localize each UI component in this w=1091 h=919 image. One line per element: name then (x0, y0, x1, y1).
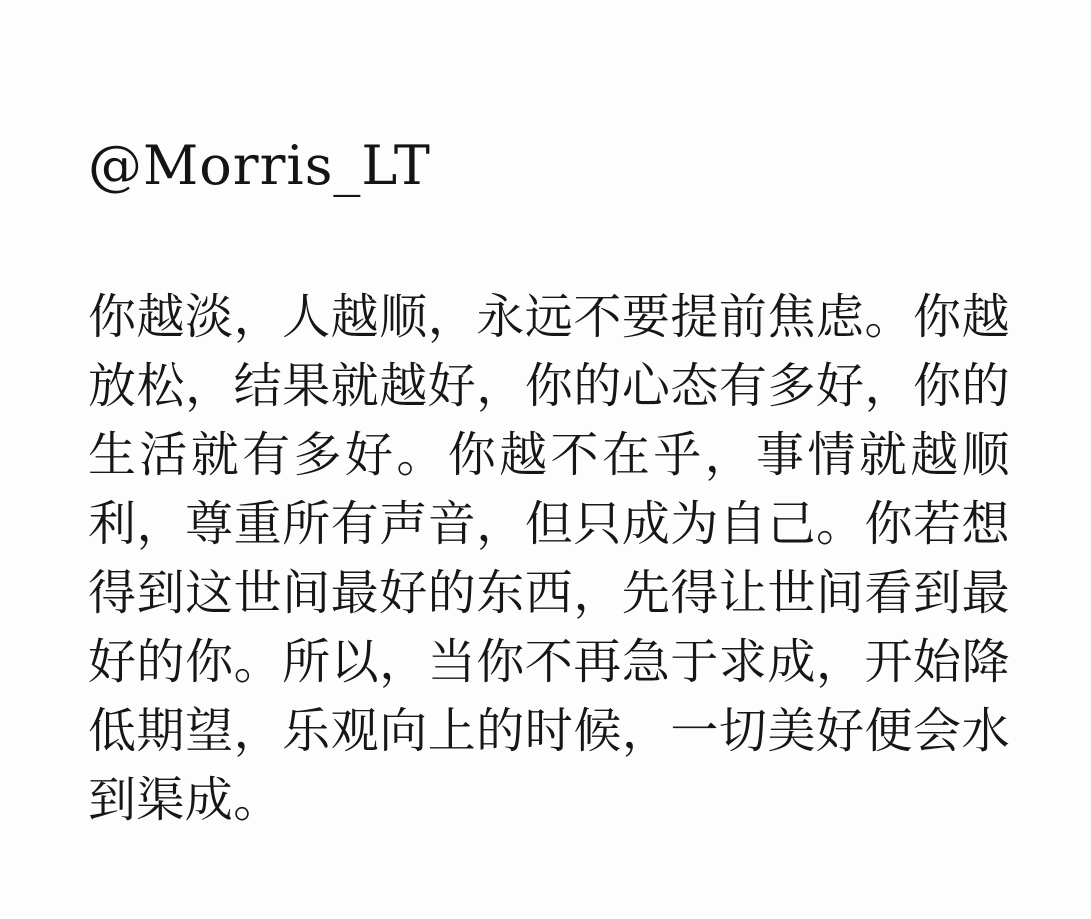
quote-line: 得到这世间最好的东西，先得让世间看到最 (88, 565, 1010, 621)
quote-paragraph (88, 283, 1010, 835)
quote-line: 到渠成。 (88, 772, 282, 828)
quote-line: 你越淡，人越顺，永远不要提前焦虑。你越 (88, 289, 1010, 345)
quote-line: 放松，结果就越好，你的心态有多好，你的 (88, 358, 1010, 414)
quote-line: 好的你。所以，当你不再急于求成，开始降 (88, 634, 1010, 690)
quote-line: 生活就有多好。你越不在乎，事情就越顺 (88, 427, 1010, 483)
quote-line: 低期望，乐观向上的时候，一切美好便会水 (88, 703, 1010, 759)
author-handle: @Morris_LT (88, 134, 431, 197)
quote-line: 利，尊重所有声音，但只成为自己。你若想 (88, 496, 1010, 552)
